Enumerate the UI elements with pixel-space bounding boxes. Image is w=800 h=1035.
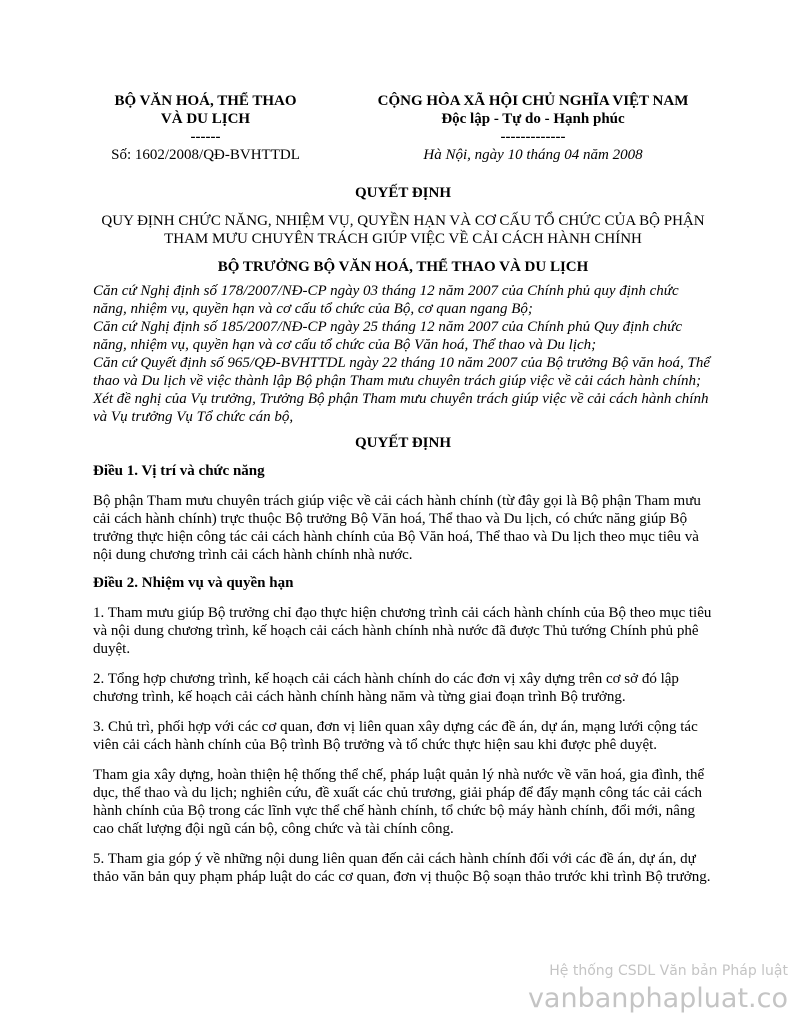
watermark-line1: Hệ thống CSDL Văn bản Pháp luật [549,963,788,979]
watermark [528,962,788,1016]
article-1-text: Bộ phận Tham mưu chuyên trách giúp việc về cải cách hành chính (từ đây gọi là Bộ phận Tham mưu cải cách hành chính) trực thuộc Bộ trưởng Bộ Văn hoá, Thể thao và Du lịch, có chức năng giúp Bộ trưởng thực hiện công tác cải cách hành chính của Bộ Văn hoá, Thể thao và Du lịch theo mục tiêu và nội dung chương trình cải cách hành chính nhà nước. [93,493,701,563]
ministry-separator: ------ [190,129,221,145]
article-2-item: 2. Tổng hợp chương trình, kế hoạch cải cách hành chính do các đơn vị xây dựng trên cơ sở đó lập chương trình, kế hoạch cải cách hành chính hàng năm và từng giai đoạn trình Bộ trưởng. [93,671,679,705]
legal-basis-item: Căn cứ Nghị định số 178/2007/NĐ-CP ngày 03 tháng 12 năm 2007 của Chính phủ quy định chức năng, nhiệm vụ, quyền hạn và cơ cấu tổ chức của Bộ, cơ quan ngang Bộ; [93,283,679,317]
issuer-block [93,92,318,164]
ministry-name-line1: BỘ VĂN HOÁ, THỂ THAO [114,93,297,109]
national-title-block [353,92,713,164]
document-title: QUYẾT ĐỊNH [355,185,451,201]
document-page [93,92,713,886]
republic-title: CỘNG HÒA XÃ HỘI CHỦ NGHĨA VIỆT NAM [377,93,689,109]
motto-separator: ------------- [500,129,566,145]
legal-basis-item: Căn cứ Nghị định số 185/2007/NĐ-CP ngày 25 tháng 12 năm 2007 của Chính phủ Quy định chức năng, nhiệm vụ, quyền hạn và cơ cấu tổ chức của Bộ Văn hoá, Thể thao và Du lịch; [93,319,682,353]
article-1-title: Điều 1. Vị trí và chức năng [93,463,265,479]
article-2-item: 1. Tham mưu giúp Bộ trưởng chỉ đạo thực hiện chương trình cải cách hành chính của Bộ theo mục tiêu và nội dung chương trình, kế hoạch cải cách hành chính nhà nước đã được Thủ tướng Chính phủ phê duyệt. [93,605,712,657]
ministry-name-line2: VÀ DU LỊCH [160,111,251,127]
article-2-item: 3. Chủ trì, phối hợp với các cơ quan, đơn vị liên quan xây dựng các đề án, dự án, mạng lưới cộng tác viên cải cách hành chính của Bộ trình Bộ trưởng và tổ chức thực hiện sau khi được phê duyệt. [93,719,698,753]
document-header [93,92,713,164]
document-number: Số: 1602/2008/QĐ-BVHTTDL [111,147,300,163]
legal-basis-item: Xét đề nghị của Vụ trưởng, Trưởng Bộ phận Tham mưu chuyên trách giúp việc về cải cách hành chính và Vụ trưởng Vụ Tổ chức cán bộ, [93,391,709,425]
issuing-authority: BỘ TRƯỞNG BỘ VĂN HOÁ, THỂ THAO VÀ DU LỊCH [217,259,589,275]
decision-heading: QUYẾT ĐỊNH [355,435,451,451]
article-2-item: 5. Tham gia góp ý về những nội dung liên quan đến cải cách hành chính đối với các đề án, dự án, dự thảo văn bản quy phạm pháp luật do các cơ quan, đơn vị thuộc Bộ soạn thảo trước khi trình Bộ trưởng. [93,851,711,885]
legal-basis [93,282,713,426]
article-2-title: Điều 2. Nhiệm vụ và quyền hạn [93,575,294,591]
document-subtitle: QUY ĐỊNH CHỨC NĂNG, NHIỆM VỤ, QUYỀN HẠN VÀ CƠ CẤU TỔ CHỨC CỦA BỘ PHẬN THAM MƯU CHUYÊN TRÁCH GIÚP VIỆC VỀ CẢI CÁCH HÀNH CHÍNH [101,213,705,247]
legal-basis-item: Căn cứ Quyết định số 965/QĐ-BVHTTDL ngày 22 tháng 10 năm 2007 của Bộ trưởng Bộ văn hoá, Thể thao và Du lịch về việc thành lập Bộ phận Tham mưu chuyên trách giúp việc về cải cách hành chính; [93,355,710,389]
national-motto: Độc lập - Tự do - Hạnh phúc [441,111,625,127]
watermark-line2: vanbanphapluat.co [527,983,788,1014]
article-2-item: Tham gia xây dựng, hoàn thiện hệ thống thể chế, pháp luật quản lý nhà nước về văn hoá, gia đình, thể dục, thể thao và du lịch; nghiên cứu, đề xuất các chủ trương, giải pháp để đẩy mạnh công tác cải cách hành chính của Bộ trong các lĩnh vực thể chế hành chính, tổ chức bộ máy hành chính, đổi mới, nâng cao chất lượng đội ngũ cán bộ, công chức và tài chính công. [93,767,705,837]
place-and-date: Hà Nội, ngày 10 tháng 04 năm 2008 [423,147,643,163]
